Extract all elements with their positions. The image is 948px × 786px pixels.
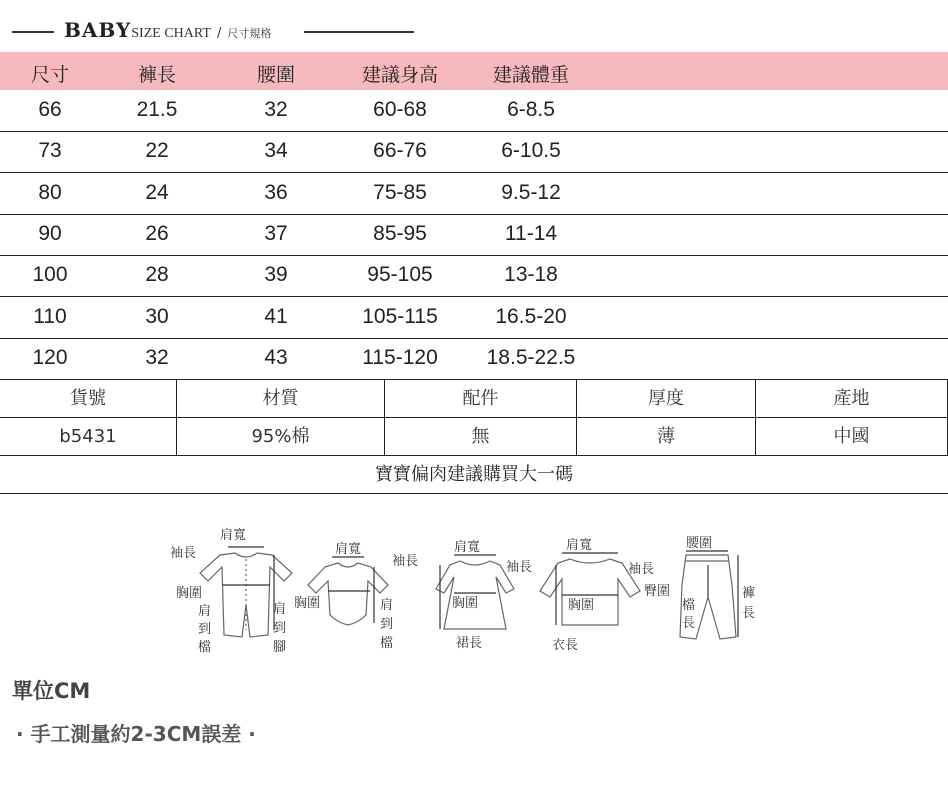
cell-pants-length: 30	[145, 304, 169, 328]
cell-height: 95-105	[367, 263, 433, 287]
cell-waist: 39	[264, 263, 288, 287]
col-pants-length: 褲長	[137, 64, 176, 86]
bodysuit-va: 肩	[380, 598, 394, 613]
col-waist: 腰圍	[256, 64, 295, 86]
subtitle-cn-label: 尺寸規格	[227, 27, 272, 40]
top-length-label: 衣長	[552, 638, 579, 653]
cell-size: 100	[32, 263, 68, 287]
romper-chest-label: 胸圍	[176, 586, 203, 601]
size-table-row	[0, 131, 948, 173]
pants-rise-b: 長	[682, 616, 696, 631]
dress-shoulder-label: 肩寬	[454, 540, 481, 555]
pants-hip-label: 臀圍	[644, 584, 671, 599]
cell-waist: 36	[264, 180, 288, 204]
info-accessories: 無	[384, 418, 576, 455]
romper-shoulder-label: 肩寬	[220, 528, 247, 543]
col-size: 尺寸	[30, 64, 69, 86]
bodysuit-chest-label: 胸圍	[294, 596, 321, 611]
pants-rise-a: 檔	[682, 598, 696, 613]
cell-height: 66-76	[373, 139, 427, 163]
measurement-error-note: · 手工測量約2-3CM誤差 ·	[16, 722, 256, 746]
cell-waist: 41	[264, 304, 288, 328]
cell-pants-length: 32	[145, 345, 169, 369]
info-item-no: b5431	[59, 426, 117, 447]
info-origin: 中國	[755, 418, 948, 455]
cell-size: 66	[38, 98, 62, 121]
brand-label: BABY	[64, 18, 132, 42]
dress-sleeve-label: 袖長	[506, 560, 533, 575]
size-table-row	[0, 338, 948, 380]
cell-weight: 6-10.5	[501, 139, 561, 163]
header-title	[64, 18, 271, 42]
info-col-origin: 產地	[755, 380, 948, 417]
bodysuit-diagram	[308, 557, 388, 625]
cell-size: 110	[33, 304, 67, 328]
romper-v1c: 檔	[198, 640, 212, 655]
cell-size: 90	[38, 221, 62, 245]
separator-label: /	[216, 26, 222, 41]
size-table-row	[0, 173, 948, 215]
measurement-diagrams	[160, 525, 780, 665]
size-table-row	[0, 297, 948, 339]
col-height: 建議身高	[361, 64, 438, 86]
bodysuit-vb: 到	[380, 617, 394, 632]
top-sleeve-label: 袖長	[628, 562, 655, 577]
bodysuit-vc: 檔	[380, 636, 394, 651]
cell-weight: 11-14	[504, 221, 558, 245]
top-diagram	[540, 553, 640, 625]
header-rule-left	[12, 31, 54, 33]
unit-label: 單位CM	[12, 679, 91, 703]
size-advice-note: 寶寶偏肉建議購買大一碼	[0, 455, 948, 494]
cell-pants-length: 28	[145, 263, 169, 287]
romper-sleeve-label: 袖長	[170, 546, 197, 561]
cell-size: 120	[32, 345, 68, 369]
cell-weight: 18.5-22.5	[486, 345, 576, 369]
bodysuit-sleeve-label: 袖長	[392, 554, 419, 569]
cell-pants-length: 24	[145, 180, 169, 204]
romper-v2a: 肩	[273, 602, 287, 617]
size-chart-header	[12, 16, 422, 46]
subtitle-label: SIZE CHART	[131, 26, 211, 41]
info-col-accessories: 配件	[384, 380, 576, 417]
cell-weight: 6-8.5	[507, 98, 555, 121]
cell-height: 75-85	[373, 180, 427, 204]
cell-height: 60-68	[373, 98, 427, 121]
cell-weight: 13-18	[504, 263, 558, 287]
info-col-thickness: 厚度	[576, 380, 755, 417]
size-table-row	[0, 255, 948, 297]
cell-height: 115-120	[362, 345, 438, 369]
bodysuit-shoulder-label: 肩寬	[335, 542, 362, 557]
cell-waist: 32	[264, 98, 288, 121]
cell-height: 105-115	[362, 304, 438, 328]
size-table-header	[0, 52, 948, 90]
top-shoulder-label: 肩寬	[566, 538, 593, 553]
size-table-row	[0, 214, 948, 256]
product-info-table	[0, 379, 948, 494]
cell-pants-length: 21.5	[136, 98, 178, 121]
pants-length-b: 長	[742, 606, 756, 621]
top-chest-label: 胸圍	[568, 598, 595, 613]
pants-length-a: 褲	[742, 586, 756, 601]
cell-size: 80	[38, 180, 62, 204]
cell-pants-length: 22	[145, 139, 169, 163]
cell-weight: 9.5-12	[501, 180, 561, 204]
romper-v1b: 到	[198, 622, 212, 637]
dress-length-label: 裙長	[456, 636, 483, 651]
cell-waist: 37	[264, 221, 288, 245]
info-thickness: 薄	[576, 418, 755, 455]
cell-height: 85-95	[373, 221, 427, 245]
cell-size: 73	[38, 139, 62, 163]
cell-waist: 34	[264, 139, 288, 163]
info-col-material: 材質	[176, 380, 384, 417]
info-col-item-no: 貨號	[70, 388, 106, 409]
product-info-value-row	[0, 417, 948, 455]
size-table-row	[0, 90, 948, 132]
info-material: 95%棉	[176, 418, 384, 455]
pants-waist-label: 腰圍	[686, 536, 713, 551]
cell-pants-length: 26	[145, 221, 169, 245]
romper-v2c: 腳	[273, 640, 287, 655]
col-weight: 建議體重	[492, 64, 569, 86]
cell-weight: 16.5-20	[495, 304, 567, 328]
romper-v2b: 到	[273, 621, 287, 636]
romper-v1a: 肩	[198, 604, 212, 619]
dress-diagram	[436, 555, 514, 629]
cell-waist: 43	[264, 345, 288, 369]
product-info-header-row	[0, 379, 948, 417]
dress-chest-label: 胸圍	[452, 596, 479, 611]
header-rule-right	[304, 31, 414, 33]
